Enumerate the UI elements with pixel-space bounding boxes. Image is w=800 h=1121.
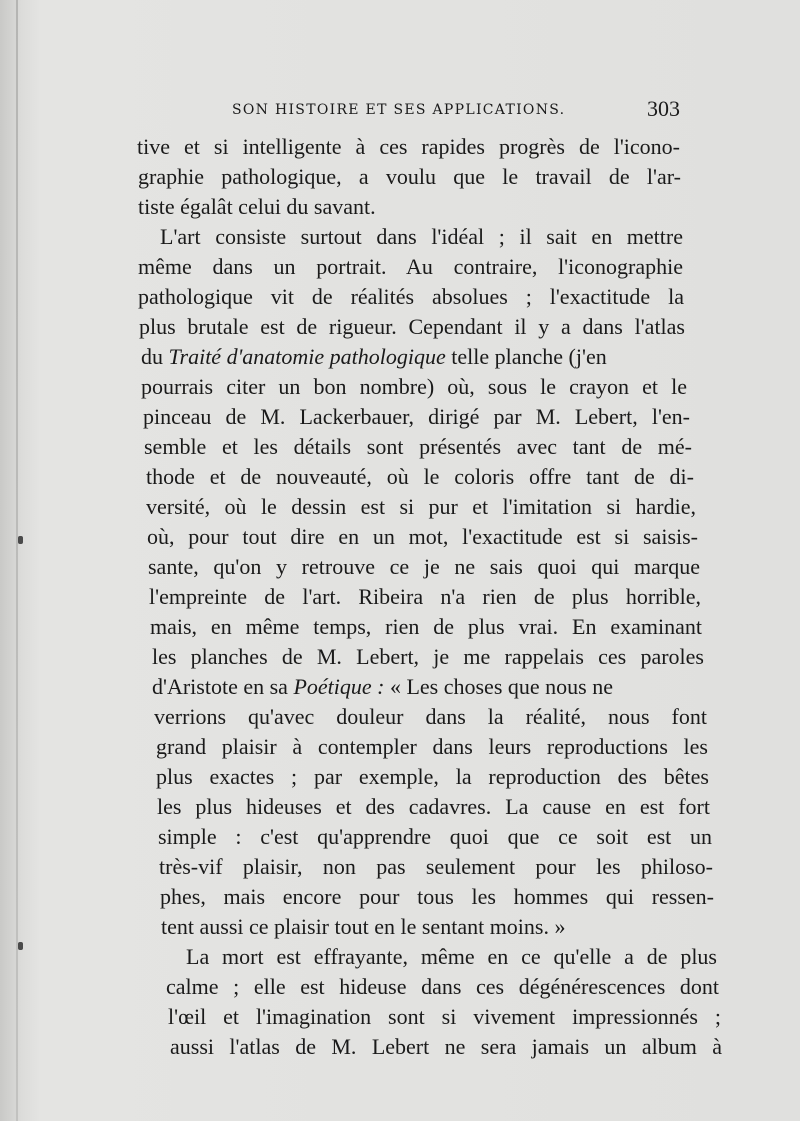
text-line: tive et si intelligente à ces rapides progrès de l'icono- xyxy=(137,134,680,159)
text-line: tent aussi ce plaisir tout en le sentant moins. » xyxy=(161,914,566,939)
text-line: plus exactes ; par exemple, la reproduction des bêtes xyxy=(156,764,709,789)
text-line-mixed xyxy=(141,342,686,372)
running-title: SON HISTOIRE ET SES APPLICATIONS. xyxy=(232,102,566,118)
italic-title: Poétique : xyxy=(293,674,385,699)
text-line: l'œil et l'imagination sont si vivement impressionnés ; xyxy=(168,1004,721,1029)
text-line: L'art consiste surtout dans l'idéal ; il sait en mettre xyxy=(160,224,683,249)
text-span: du xyxy=(141,344,163,369)
text-line: verrions qu'avec douleur dans la réalité, nous font xyxy=(154,704,707,729)
text-line: très-vif plaisir, non pas seulement pour les philoso- xyxy=(159,854,713,879)
text-line: les plus hideuses et des cadavres. La cause en est fort xyxy=(157,794,710,819)
binding-gutter xyxy=(16,0,18,1121)
text-line: pathologique vit de réalités absolues ; l'exactitude la xyxy=(138,284,684,309)
page-header xyxy=(232,96,680,124)
text-line: aussi l'atlas de M. Lebert ne sera jamais un album à xyxy=(170,1034,722,1059)
gutter-mark xyxy=(18,942,23,950)
text-line: semble et les détails sont présentés avec tant de mé- xyxy=(144,434,692,459)
text-span: telle planche (j'en xyxy=(451,344,607,369)
text-line-mixed xyxy=(152,672,705,702)
gutter-mark xyxy=(18,536,23,544)
text-line: mais, en même temps, rien de plus vrai. En examinant xyxy=(150,614,702,639)
text-line: les planches de M. Lebert, je me rappelais ces paroles xyxy=(152,644,704,669)
text-line: où, pour tout dire en un mot, l'exactitude est si saisis- xyxy=(147,524,698,549)
text-span: « Les choses que nous ne xyxy=(389,674,613,699)
text-line: versité, où le dessin est si pur et l'imitation si hardie, xyxy=(146,494,696,519)
text-line: graphie pathologique, a voulu que le travail de l'ar- xyxy=(138,164,681,189)
text-line: calme ; elle est hideuse dans ces dégénérescences dont xyxy=(166,974,719,999)
text-line: l'empreinte de l'art. Ribeira n'a rien de plus horrible, xyxy=(149,584,701,609)
text-line: pinceau de M. Lackerbauer, dirigé par M. Lebert, l'en- xyxy=(143,404,690,429)
text-line: même dans un portrait. Au contraire, l'iconographie xyxy=(138,254,683,279)
text-line: plus brutale est de rigueur. Cependant il y a dans l'atlas xyxy=(139,314,685,339)
text-span: d'Aristote en sa xyxy=(152,674,288,699)
italic-title: Traité d'anatomie pathologique xyxy=(168,344,446,369)
text-line: pourrais citer un bon nombre) où, sous le crayon et le xyxy=(141,374,687,399)
text-line: phes, mais encore pour tous les hommes qui ressen- xyxy=(160,884,714,909)
text-line: thode et de nouveauté, où le coloris offre tant de di- xyxy=(146,464,694,489)
text-line: tiste égalât celui du savant. xyxy=(138,194,376,219)
text-line: sante, qu'on y retrouve ce je ne sais quoi qui marque xyxy=(148,554,700,579)
text-line: La mort est effrayante, même en ce qu'elle a de plus xyxy=(186,944,717,969)
text-line: grand plaisir à contempler dans leurs reproductions les xyxy=(156,734,708,759)
page-number: 303 xyxy=(647,96,680,121)
text-line: simple : c'est qu'apprendre quoi que ce soit est un xyxy=(158,824,712,849)
